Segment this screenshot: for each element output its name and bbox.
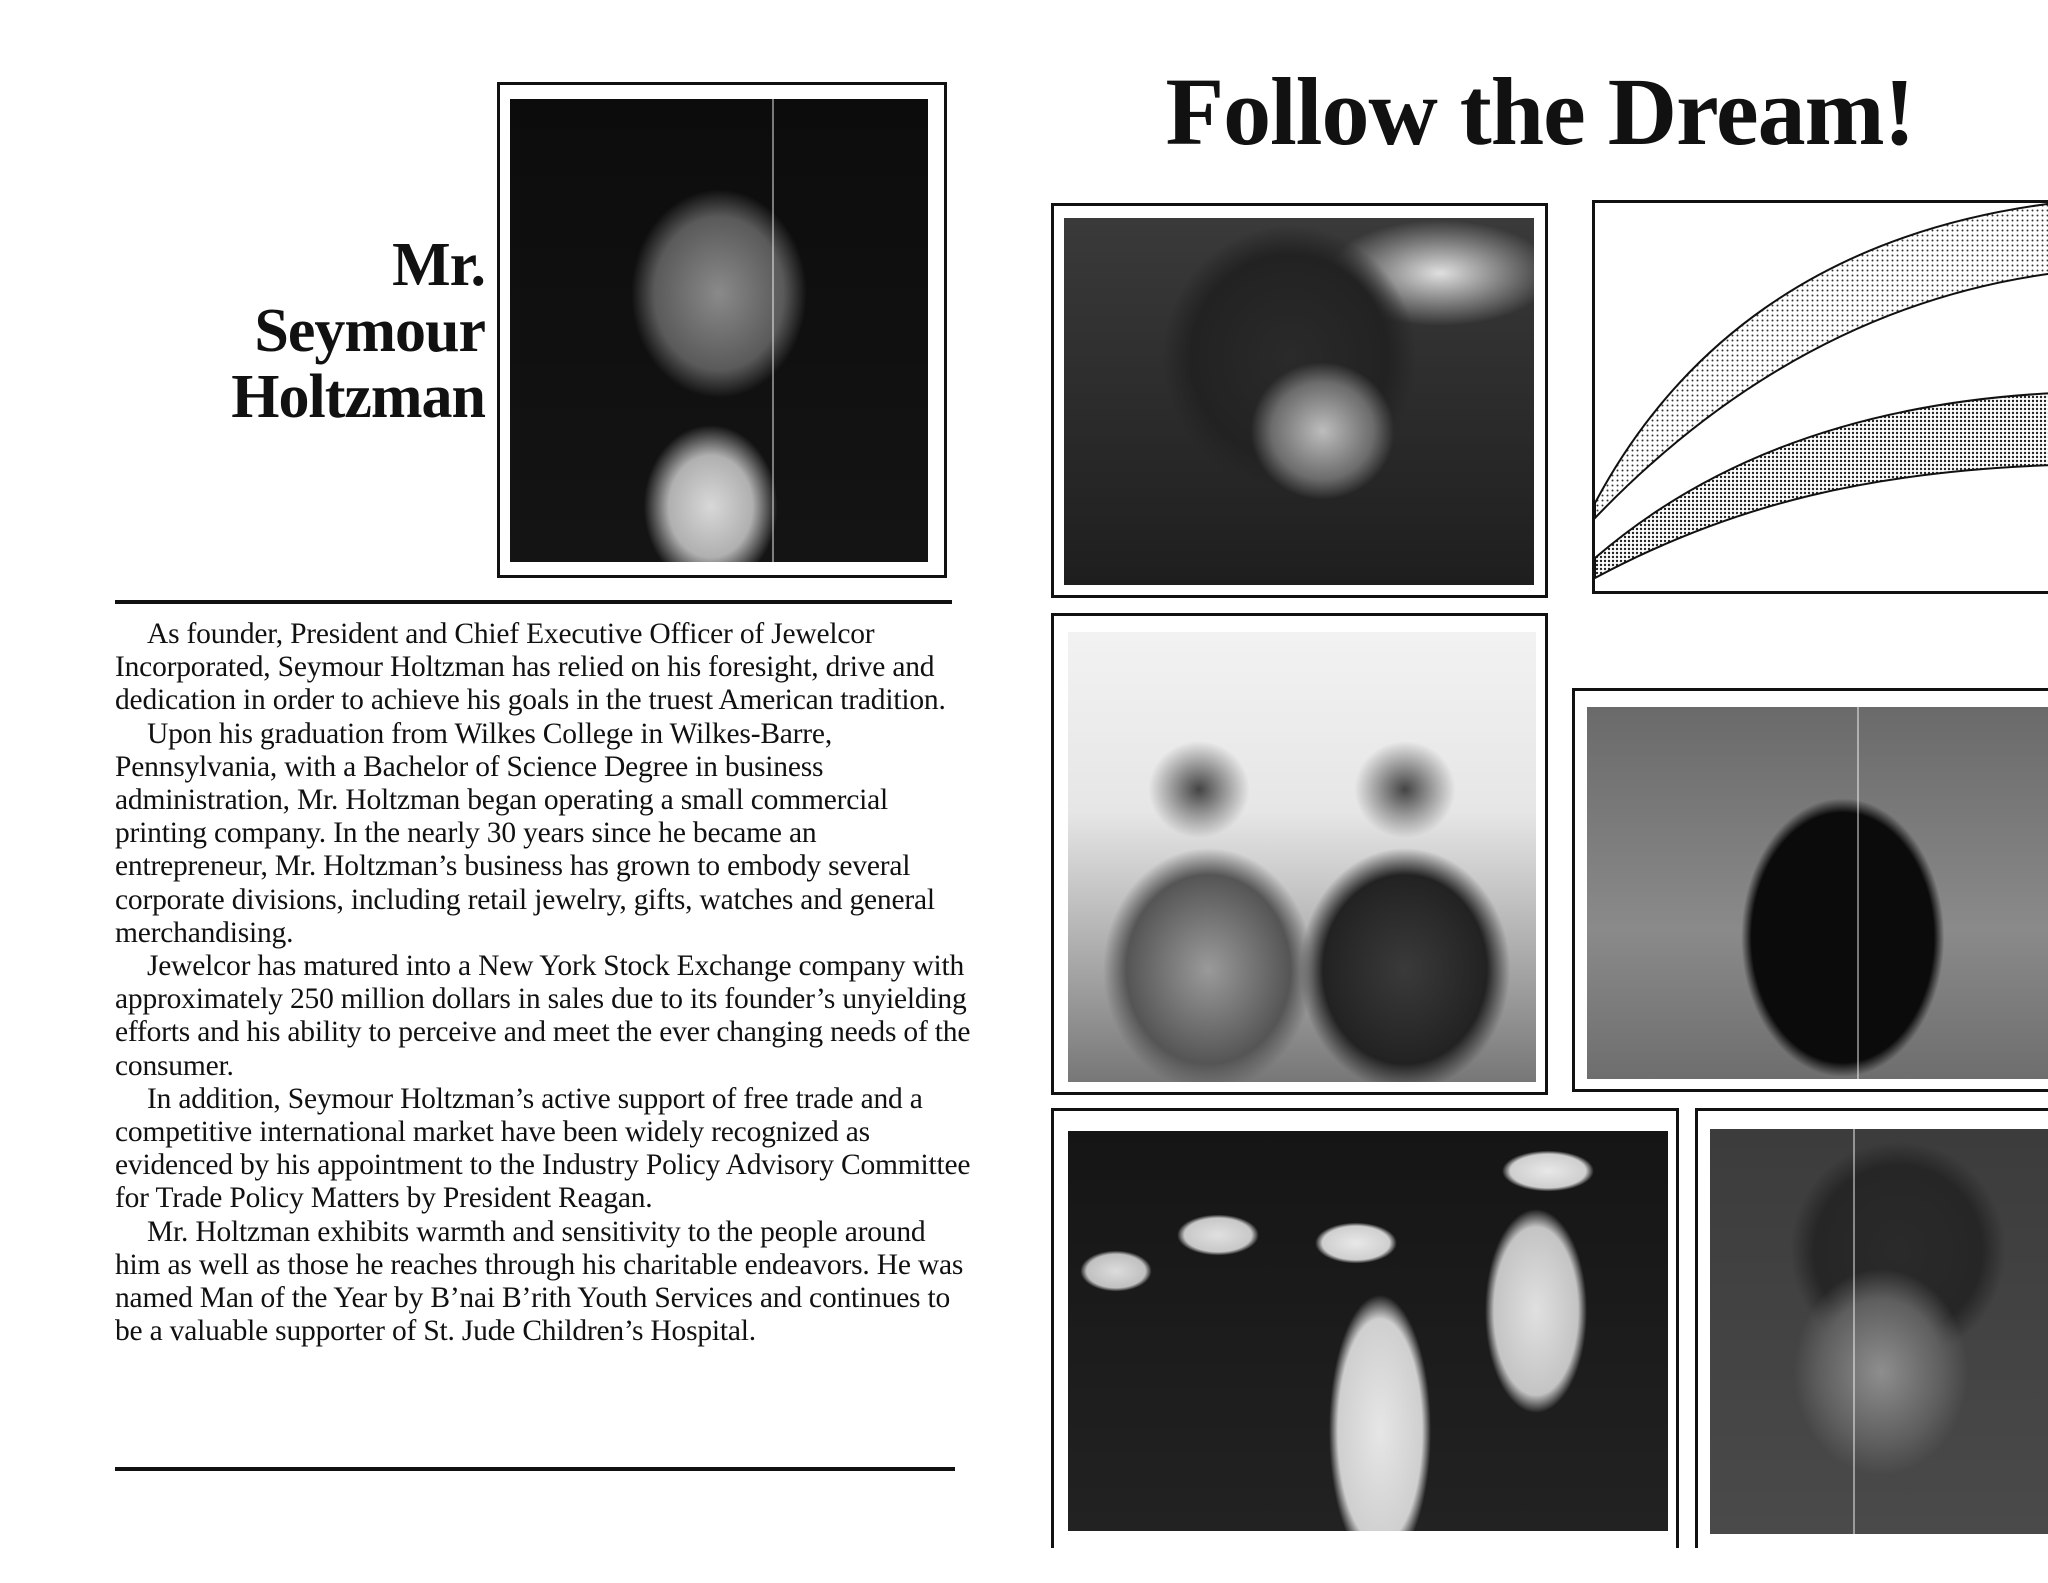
name-line-title: Mr.	[392, 231, 485, 299]
portrait-photo	[510, 99, 928, 562]
photo-boy-headphones	[1064, 218, 1534, 585]
bio-paragraph-2: Upon his graduation from Wilkes College in Wilkes-Barre, Pennsylvania, with a Bachelor of Science Degree in business administration, Mr. Holtzman began operating a small commercial printing company. In the nearly 30 years since he became an entrepreneur, Mr. Holtzman’s business has grown to embody several corporate divisions, including retail jewelry, gifts, watches and general merchandising.	[115, 717, 935, 949]
top-rule	[115, 600, 952, 604]
bio-paragraph-4: In addition, Seymour Holtzman’s active support of free trade and a competitive international market have been widely recognized as evidenced by his appointment to the Industry Policy Advisory Committee for Trade Policy Matters by President Reagan.	[115, 1082, 971, 1215]
photo-child-hands-face	[1710, 1129, 2048, 1534]
photo-frame-5	[1695, 1108, 2048, 1548]
photo-frame-3	[1572, 688, 2048, 1092]
bio-paragraph-5: Mr. Holtzman exhibits warmth and sensitivity to the people around him as well as those he reaches through his charitable endeavors. He was named Man of the Year by B’nai B’rith Youth Services and continues to be a valuable supporter of St. Jude Children’s Hospital.	[115, 1215, 964, 1348]
photo-frame-4	[1051, 1108, 1679, 1548]
photo-two-boys	[1068, 632, 1536, 1082]
arc-bands-graphic	[1595, 203, 2048, 593]
arc-graphic-frame	[1592, 200, 2048, 594]
photo-hooded-child	[1587, 707, 2048, 1079]
scan-artifact	[1857, 707, 1859, 1079]
portrait-frame	[497, 82, 947, 578]
scan-artifact	[1853, 1129, 1855, 1534]
bottom-rule	[115, 1467, 955, 1471]
photo-cowboy-singers	[1068, 1131, 1668, 1531]
photo-frame-1	[1051, 203, 1548, 598]
page-title: Follow the Dream!	[1165, 58, 1915, 165]
biography-text	[115, 618, 975, 1348]
bio-paragraph-1: As founder, President and Chief Executive Officer of Jewelcor Incorporated, Seymour Holtzman has relied on his foresight, drive and dedication in order to achieve his goals in the truest American tradition.	[115, 618, 946, 717]
bio-paragraph-3: Jewelcor has matured into a New York Stock Exchange company with approximately 250 million dollars in sales due to its founder’s unyielding efforts and his ability to perceive and meet the ever changing needs of the consumer.	[115, 950, 971, 1082]
photo-frame-2	[1051, 613, 1548, 1095]
name-line-last: Holtzman	[231, 363, 485, 431]
name-line-first: Seymour	[254, 297, 485, 365]
scan-artifact	[772, 99, 774, 562]
